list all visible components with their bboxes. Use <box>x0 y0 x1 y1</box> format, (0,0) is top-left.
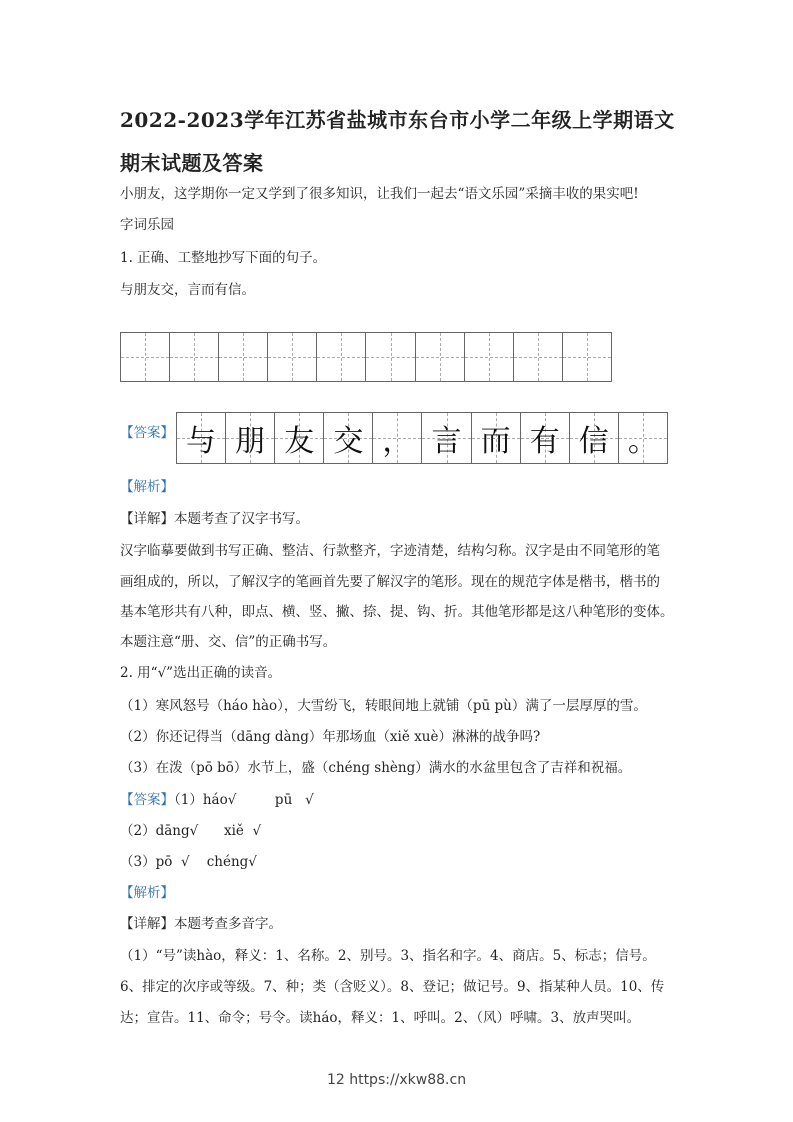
q2-answer: （1）háo√ pū √ <box>174 792 314 808</box>
q2-explain-line: 6、排定的次序或等级。7、种；类（含贬义）。8、登记；做记号。9、指某种人员。10、传 <box>120 979 665 995</box>
doc-title-line2: 期末试题及答案 <box>120 151 264 175</box>
grid-cell <box>416 333 465 381</box>
q1-detail <box>120 510 309 528</box>
q2-answer: （3）pō √ chéng√ <box>120 854 257 870</box>
grid-cell <box>317 333 366 381</box>
q2-detail <box>120 915 282 933</box>
q2-answer: （2）dāng√ xiě √ <box>120 823 262 839</box>
grid-cell <box>177 413 226 463</box>
q1-sentence: 与朋友交，言而有信。 <box>120 282 255 298</box>
answer-char: 交 <box>333 424 364 459</box>
writing-grid-empty <box>120 332 612 382</box>
q2-explain-line: 达；宣告。11、命令；号令。读háo，释义：1、呼叫。2、（风）呼啸。3、放声哭叫。 <box>120 1010 641 1026</box>
grid-cell <box>219 333 268 381</box>
grid-cell <box>366 333 415 381</box>
detail-text: 本题考查多音字。 <box>174 916 282 932</box>
grid-cell <box>170 333 219 381</box>
grid-cell <box>619 413 667 463</box>
page-footer: 12 https://xkw88.cn <box>326 1072 467 1088</box>
q1-explain-line: 本题注意“册、交、信”的正确书写。 <box>120 634 337 650</box>
q2-item: （2）你还记得当（dāng dàng）年那场血（xiě xuè）淋淋的战争吗? <box>120 729 541 745</box>
answer-char: 。 <box>627 424 658 459</box>
grid-cell <box>226 413 275 463</box>
writing-grid-answer <box>176 412 668 464</box>
q1-prompt: 1. 正确、工整地抄写下面的句子。 <box>120 250 327 266</box>
grid-cell <box>324 413 373 463</box>
detail-label: 【详解】 <box>120 916 174 932</box>
q2-answer-label: 【答案】 <box>120 792 174 808</box>
q2-answer-row <box>120 791 314 809</box>
grid-cell <box>563 333 611 381</box>
grid-cell <box>121 333 170 381</box>
grid-cell <box>373 413 422 463</box>
q2-explain-line: （1）“号”读hào，释义：1、名称。2、别号。3、指名和字。4、商店。5、标志；信号。 <box>120 948 656 964</box>
grid-cell <box>514 333 563 381</box>
q1-explain-line: 基本笔形共有八种，即点、横、竖、撇、捺、提、钩、折。其他笔形都是这八种笔形的变体。 <box>120 604 674 620</box>
q2-analysis-label: 【解析】 <box>120 885 174 901</box>
q1-explain-line: 画组成的，所以，了解汉字的笔画首先要了解汉字的笔形。现在的规范字体是楷书，楷书的 <box>120 574 660 590</box>
detail-label: 【详解】 <box>120 511 174 527</box>
answer-char: 而 <box>480 424 511 459</box>
grid-cell <box>275 413 324 463</box>
doc-title-line1: 2022-2023学年江苏省盐城市东台市小学二年级上学期语文 <box>120 108 675 132</box>
q1-explain-line: 汉字临摹要做到书写正确、整洁、行款整齐，字迹清楚，结构匀称。汉字是由不同笔形的笔 <box>120 543 660 559</box>
grid-cell <box>465 333 514 381</box>
answer-char: 朋 <box>235 424 266 459</box>
q1-analysis-label: 【解析】 <box>120 479 174 495</box>
q1-answer-label: 【答案】 <box>120 425 174 441</box>
answer-char: 友 <box>284 424 315 459</box>
grid-cell <box>268 333 317 381</box>
section-heading: 字词乐园 <box>120 217 174 233</box>
q2-prompt: 2. 用“√”选出正确的读音。 <box>120 665 282 681</box>
answer-char: 言 <box>431 424 462 459</box>
grid-cell <box>422 413 471 463</box>
answer-char: 信 <box>578 424 609 459</box>
detail-text: 本题考查了汉字书写。 <box>174 511 309 527</box>
grid-cell <box>570 413 619 463</box>
answer-char: 与 <box>186 424 217 459</box>
answer-char: ， <box>382 424 413 459</box>
intro-text: 小朋友，这学期你一定又学到了很多知识，让我们一起去“语文乐园”采摘丰收的果实吧! <box>120 186 639 202</box>
grid-cell <box>521 413 570 463</box>
q2-item: （1）寒风怒号（háo hào），大雪纷飞，转眼间地上就铺（pū pù）满了一层厚厚的雪。 <box>120 698 647 714</box>
q2-item: （3）在泼（pō bō）水节上，盛（chéng shèng）满水的水盆里包含了吉祥和祝福。 <box>120 760 632 776</box>
grid-cell <box>472 413 521 463</box>
answer-char: 有 <box>529 424 560 459</box>
